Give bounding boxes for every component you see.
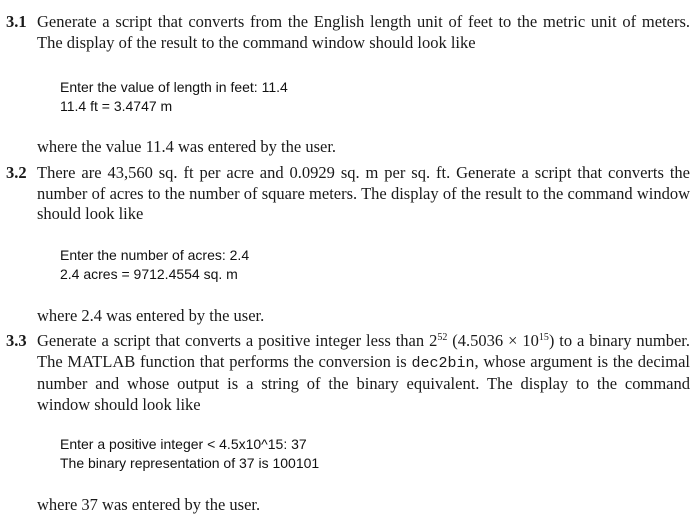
command-window-output (60, 435, 319, 473)
output-line: Enter a positive integer < 4.5x10^15: 37 (60, 436, 307, 452)
problem-note: where 2.4 was entered by the user. (37, 306, 265, 325)
output-line: Enter the value of length in feet: 11.4 (60, 79, 288, 95)
problem-number: 3.2 (6, 163, 27, 182)
output-line: 11.4 ft = 3.4747 m (60, 98, 173, 114)
output-line: Enter the number of acres: 2.4 (60, 247, 250, 263)
text-segment: (4.5036 × 10 (447, 331, 539, 350)
problem-note: where the value 11.4 was entered by the user. (37, 137, 337, 156)
output-line: 2.4 acres = 9712.4554 sq. m (60, 266, 238, 282)
function-name: dec2bin (411, 354, 475, 372)
problem-number: 3.1 (6, 12, 27, 31)
problem-number: 3.3 (6, 331, 27, 350)
problem-text: There are 43,560 sq. ft per acre and 0.0929 sq. m per sq. ft. Generate a script that converts the number of acres to the number of square meters. The display of the result to the command window should look like (37, 163, 690, 223)
text-segment: Generate a script that converts a positive integer less than 2 (37, 331, 438, 350)
problem-text (37, 331, 690, 415)
exponent: 52 (437, 332, 448, 343)
output-line: The binary representation of 37 is 100101 (60, 455, 320, 471)
exponent: 15 (538, 332, 549, 343)
command-window-output (60, 78, 288, 116)
problem-3-2 (6, 163, 690, 225)
text-segment: , whose argument is the decimal number and whose output is a string of the binary equivalent. The display to the command window should look like (37, 351, 690, 414)
text-segment: ) to a binary number. The MATLAB function that performs the conversion is (37, 331, 690, 371)
problem-3-1 (6, 12, 690, 53)
problem-3-3 (6, 331, 690, 415)
command-window-output (60, 246, 249, 284)
problem-note: where 37 was entered by the user. (37, 495, 261, 514)
problem-text: Generate a script that converts from the English length unit of feet to the metric unit of meters. The display of the result to the command window should look like (37, 12, 690, 52)
